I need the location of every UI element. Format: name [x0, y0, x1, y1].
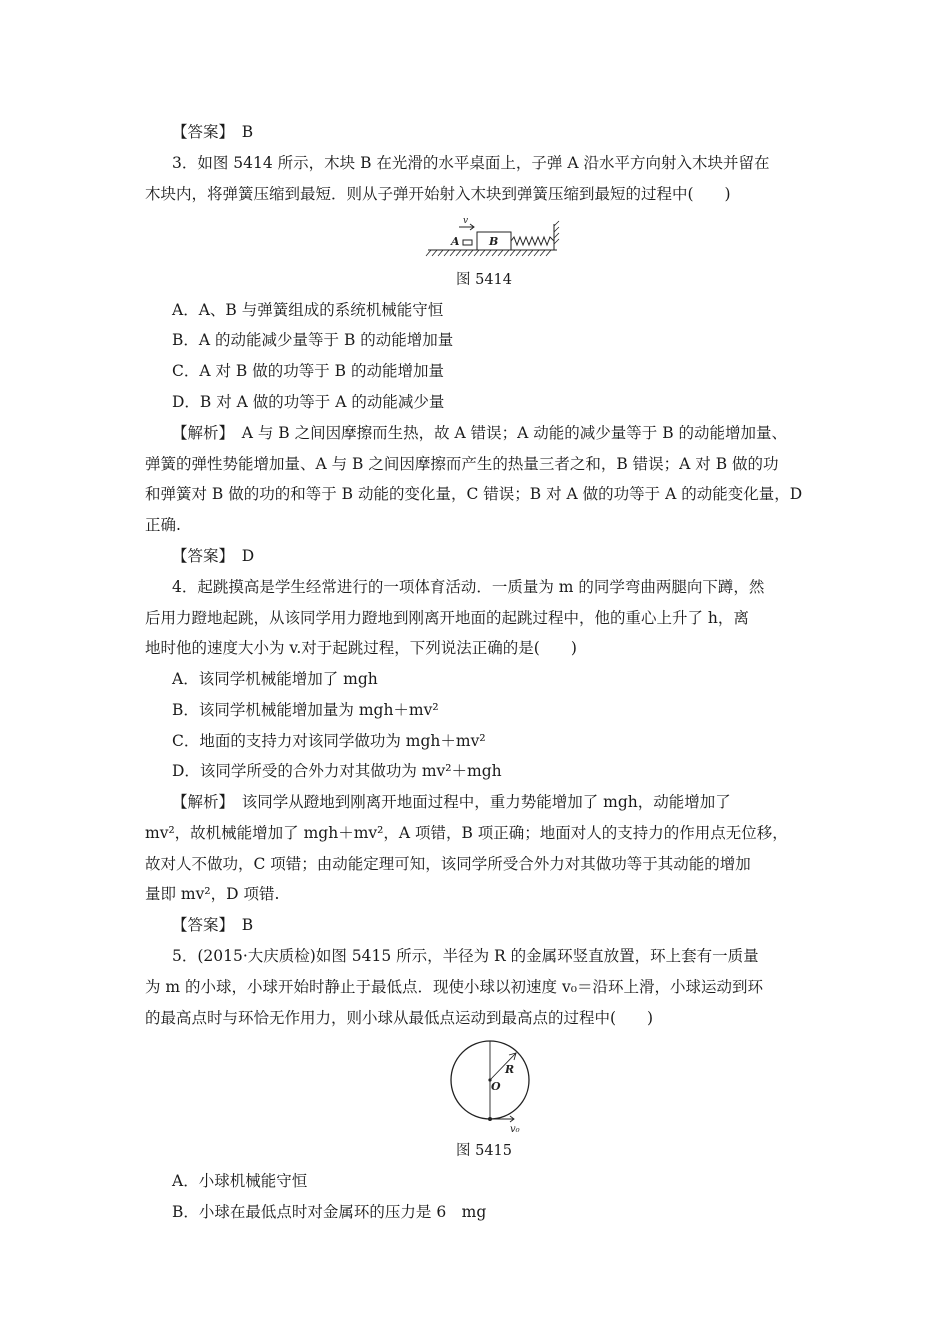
answer-q4: 【答案】 B [172, 916, 254, 934]
q3-analysis-line-4: 正确. [145, 516, 181, 534]
q3-analysis-line-1: 【解析】 A 与 B 之间因摩擦而生热，故 A 错误；A 动能的减少量等于 B 的动能增加量、 [172, 424, 788, 442]
initial-velocity-label: v₀ [510, 1124, 520, 1134]
q4-option-a: A．该同学机械能增加了 mgh [172, 670, 378, 688]
question-3-line-2: 木块内，将弹簧压缩到最短．则从子弹开始射入木块到弹簧压缩到最短的过程中( ) [145, 185, 731, 203]
q4-analysis-line-1: 【解析】 该同学从蹬地到刚离开地面过程中，重力势能增加了 mgh，动能增加了 [172, 793, 731, 811]
question-4-line-2: 后用力蹬地起跳，从该同学用力蹬地到刚离开地面的起跳过程中，他的重心上升了 h，离 [145, 609, 749, 627]
answer-q2: 【答案】 B [172, 123, 254, 141]
bullet-label: A [451, 235, 460, 248]
q3-analysis-line-3: 和弹簧对 B 做的功的和等于 B 动能的变化量，C 错误；B 对 A 做的功等于 A 的动能变化量，D [145, 485, 803, 503]
question-4-line-1: 4．起跳摸高是学生经常进行的一项体育活动．一质量为 m 的同学弯曲两腿向下蹲，然 [172, 578, 765, 596]
q4-option-c: C．地面的支持力对该同学做功为 mgh＋mv² [172, 732, 486, 750]
velocity-label: v [463, 216, 469, 226]
figure-5414-diagram [425, 214, 560, 264]
q4-analysis-line-2: mv²，故机械能增加了 mgh＋mv²，A 项错，B 项正确；地面对人的支持力的作用点无位移， [145, 824, 788, 842]
q3-option-d: D．B 对 A 做的功等于 A 的动能减少量 [172, 393, 445, 411]
radius-label: R [505, 1063, 515, 1076]
q4-analysis-line-4: 量即 mv²，D 项错. [145, 885, 280, 903]
question-5-line-1: 5．(2015·大庆质检)如图 5415 所示，半径为 R 的金属环竖直放置，环上套有一质量 [172, 947, 759, 965]
figure-5415-diagram [448, 1038, 538, 1134]
question-5-line-2: 为 m 的小球，小球开始时静止于最低点．现使小球以初速度 v₀＝沿环上滑，小球运动到环 [145, 978, 763, 996]
q4-analysis-line-3: 故对人不做功，C 项错；由动能定理可知，该同学所受合外力对其做功等于其动能的增加 [145, 855, 751, 873]
question-5-line-3: 的最高点时与环恰无作用力，则小球从最低点运动到最高点的过程中( ) [145, 1009, 654, 1027]
q3-option-b: B．A 的动能减少量等于 B 的动能增加量 [172, 331, 454, 349]
q3-option-c: C．A 对 B 做的功等于 B 的动能增加量 [172, 362, 444, 380]
figure-5415-caption: 图 5415 [456, 1143, 513, 1159]
block-label: B [489, 235, 499, 248]
q5-option-b: B．小球在最低点时对金属环的压力是 6 mg [172, 1203, 487, 1221]
figure-5414-caption: 图 5414 [456, 272, 513, 288]
question-4-line-3: 地时他的速度大小为 v.对于起跳过程，下列说法正确的是( ) [145, 639, 577, 657]
q3-option-a: A．A、B 与弹簧组成的系统机械能守恒 [172, 301, 444, 319]
question-3-line-1: 3．如图 5414 所示，木块 B 在光滑的水平桌面上，子弹 A 沿水平方向射入木块并留在 [172, 154, 770, 172]
q4-option-b: B．该同学机械能增加量为 mgh＋mv² [172, 701, 439, 719]
answer-q3: 【答案】 D [172, 547, 255, 565]
q5-option-a: A．小球机械能守恒 [172, 1172, 308, 1190]
center-label: O [491, 1080, 501, 1093]
q3-analysis-line-2: 弹簧的弹性势能增加量、A 与 B 之间因摩擦而产生的热量三者之和，B 错误；A 对 B 做的功 [145, 455, 779, 473]
q4-option-d: D．该同学所受的合外力对其做功为 mv²＋mgh [172, 762, 502, 780]
